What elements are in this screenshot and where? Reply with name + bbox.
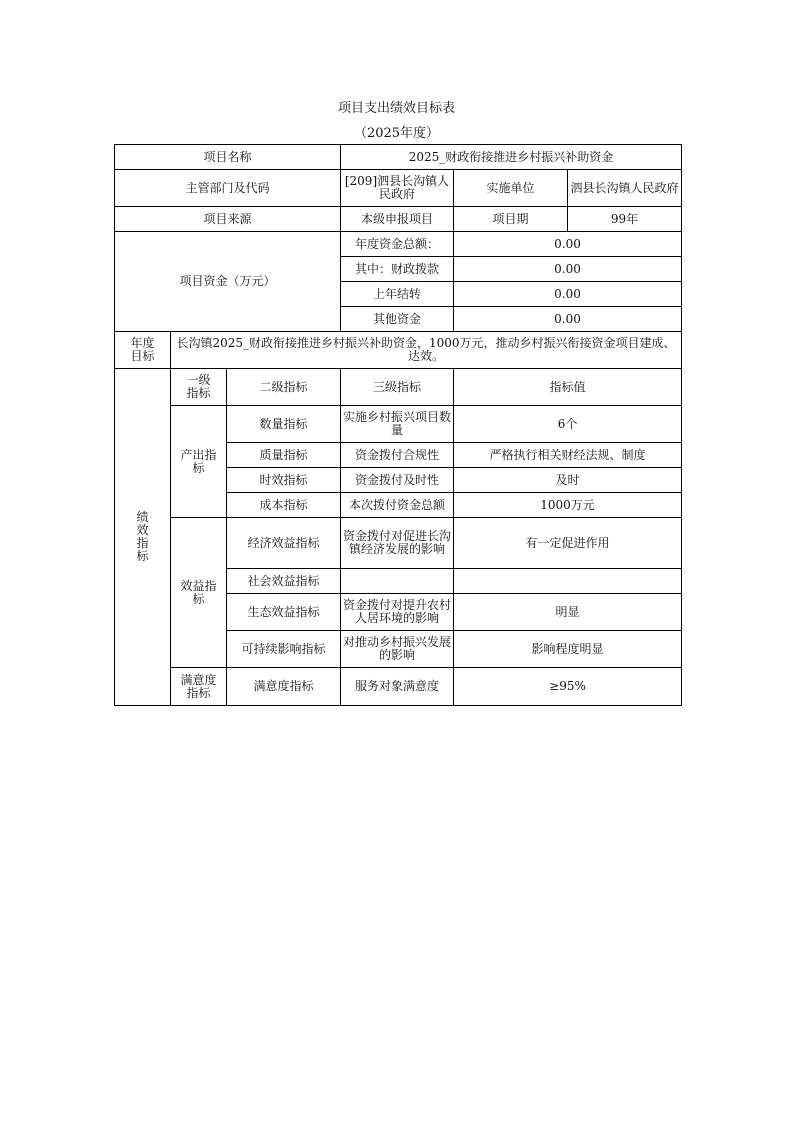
value-cell [454,569,682,594]
annual-goal-text: 长沟镇2025_财政衔接推进乡村振兴补助资金，1000万元，推动乡村振兴衔接资金项目建成、达效。 [171,332,682,369]
level3-cell: 实施乡村振兴项目数量 [341,406,454,443]
implementing-unit-value: 泗县长沟镇人民政府 [568,170,682,207]
project-name-row [115,145,682,170]
level3-cell: 资金拨付合规性 [341,443,454,468]
fund-value: 0.00 [454,307,682,332]
level2-cell: 成本指标 [227,493,341,518]
level2-cell: 数量指标 [227,406,341,443]
value-cell: 影响程度明显 [454,631,682,668]
source-row [115,207,682,232]
document-title: 项目支出绩效目标表 [337,101,455,116]
value-cell: 明显 [454,594,682,631]
level3-cell [341,569,454,594]
indicator-row [115,518,682,569]
fund-value: 0.00 [454,257,682,282]
performance-target-table [114,144,682,706]
project-funds-label: 项目资金（万元） [115,232,341,332]
value-cell: 严格执行相关财经法规、制度 [454,443,682,468]
benefit-indicators-label: 效益指标 [171,518,227,668]
fund-label: 其他资金 [341,307,454,332]
fund-label: 其中：财政拨款 [341,257,454,282]
level2-cell: 生态效益指标 [227,594,341,631]
header-level1: 一级指标 [171,369,227,406]
level3-cell: 对推动乡村振兴发展的影响 [341,631,454,668]
level3-cell: 服务对象满意度 [341,668,454,706]
indicator-header-row [115,369,682,406]
level2-cell: 社会效益指标 [227,569,341,594]
value-cell: 有一定促进作用 [454,518,682,569]
header-level2: 二级指标 [227,369,341,406]
fund-value: 0.00 [454,282,682,307]
level2-cell: 经济效益指标 [227,518,341,569]
department-label: 主管部门及代码 [115,170,341,207]
performance-indicators-label: 绩效指标 [115,369,171,706]
satisfaction-indicators-label: 满意度指标 [171,668,227,706]
project-source-label: 项目来源 [115,207,341,232]
level2-cell: 可持续影响指标 [227,631,341,668]
indicator-row [115,668,682,706]
output-indicators-label: 产出指标 [171,406,227,518]
implementing-unit-label: 实施单位 [454,170,568,207]
level2-cell: 质量指标 [227,443,341,468]
project-period-label: 项目期 [454,207,568,232]
fund-row [115,232,682,257]
fund-value: 0.00 [454,232,682,257]
value-cell: 1000万元 [454,493,682,518]
project-name-label: 项目名称 [115,145,341,170]
level3-cell: 资金拨付及时性 [341,468,454,493]
department-value: [209]泗县长沟镇人民政府 [341,170,454,207]
department-row [115,170,682,207]
level2-cell: 满意度指标 [227,668,341,706]
project-source-value: 本级申报项目 [341,207,454,232]
annual-goal-label: 年度目标 [115,332,171,369]
level2-cell: 时效指标 [227,468,341,493]
value-cell: 及时 [454,468,682,493]
document-subtitle: （2025年度） [353,126,440,141]
header-level3: 三级指标 [341,369,454,406]
header-value: 指标值 [454,369,682,406]
level3-cell: 本次拨付资金总额 [341,493,454,518]
value-cell: ≥95% [454,668,682,706]
annual-goal-row [115,332,682,369]
project-name-value: 2025_财政衔接推进乡村振兴补助资金 [341,145,682,170]
project-period-value: 99年 [568,207,682,232]
level3-cell: 资金拨付对促进长沟镇经济发展的影响 [341,518,454,569]
value-cell: 6个 [454,406,682,443]
fund-label: 上年结转 [341,282,454,307]
level3-cell: 资金拨付对提升农村人居环境的影响 [341,594,454,631]
fund-label: 年度资金总额： [341,232,454,257]
indicator-row [115,406,682,443]
